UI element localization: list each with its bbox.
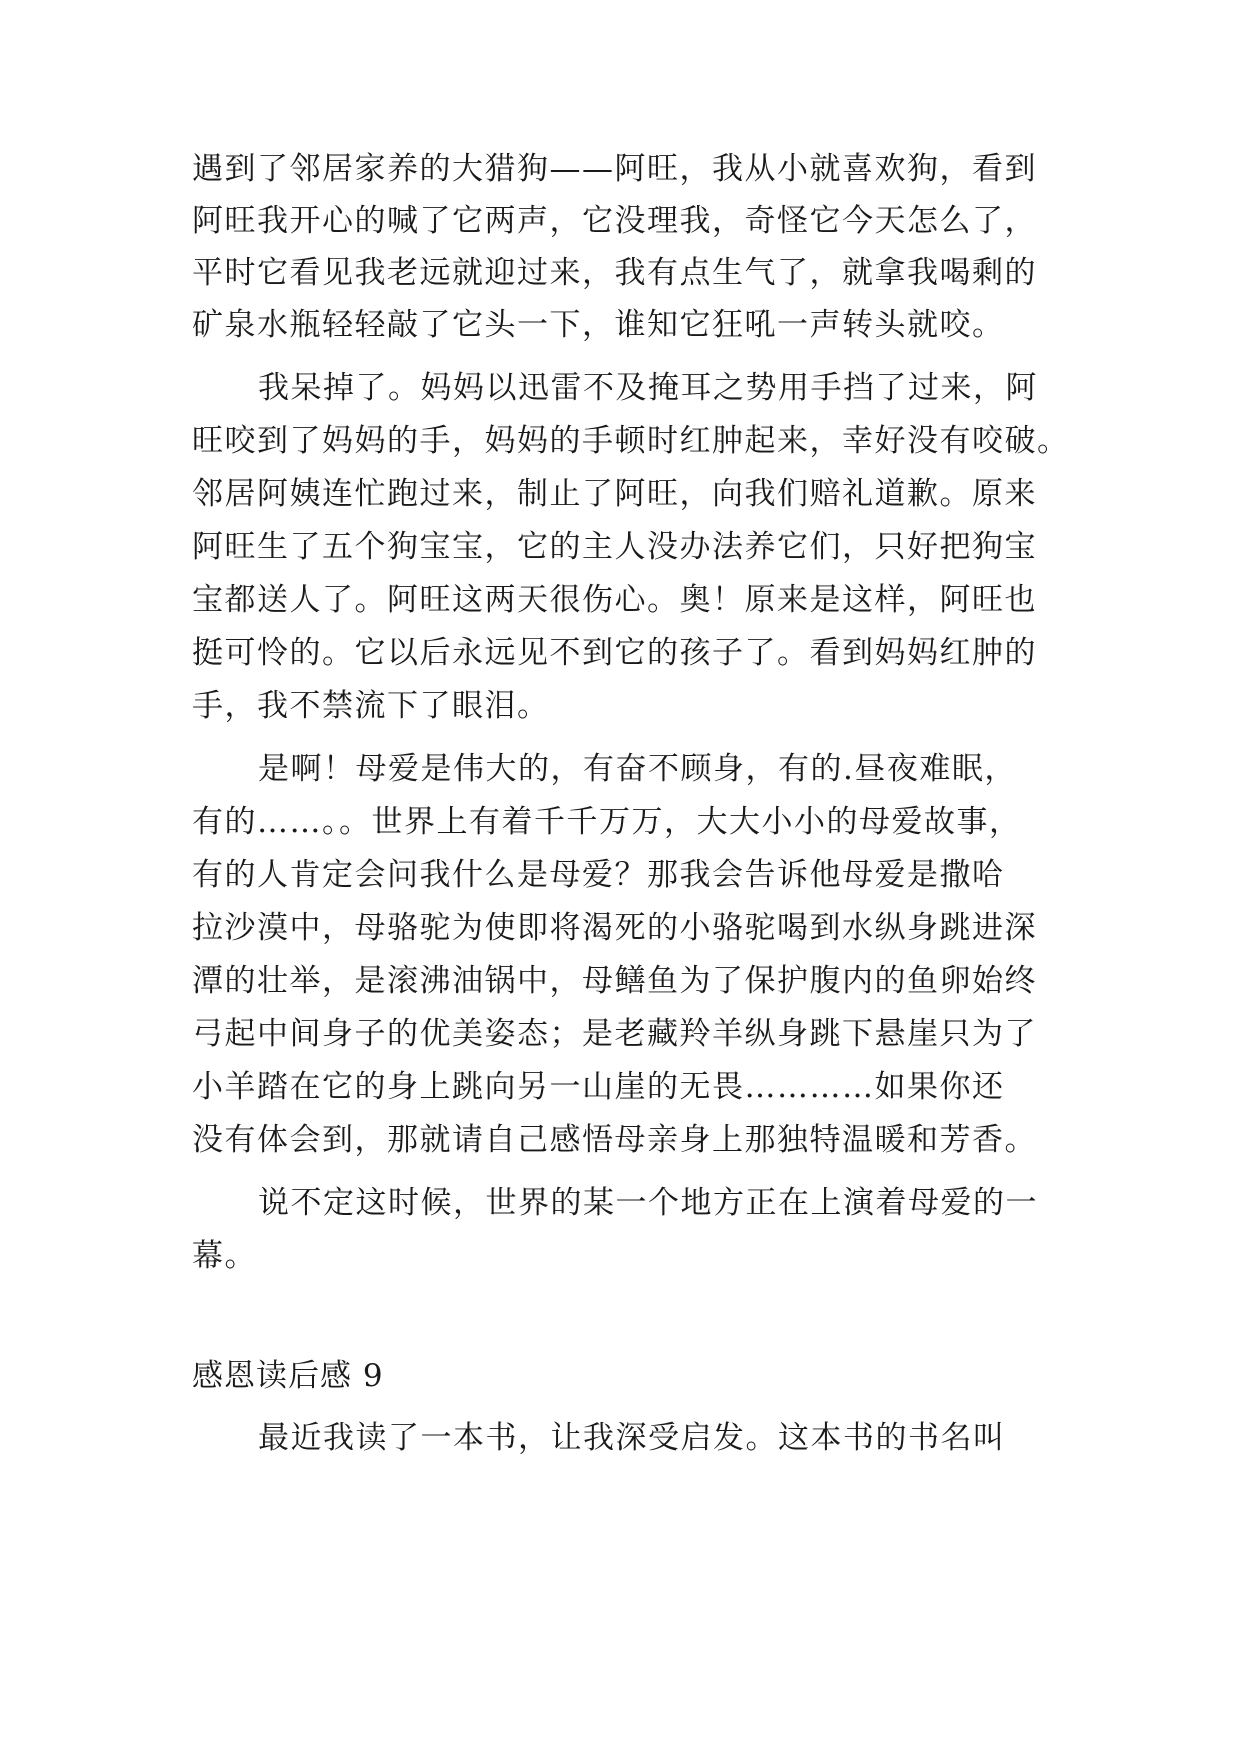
paragraph-start-line: 说不定这时候，世界的某一个地方正在上演着母爱的一 <box>258 1185 1038 1221</box>
text-line: 阿旺生了五个狗宝宝，它的主人没办法养它们，只好把狗宝 <box>192 529 1037 565</box>
text-line: 平时它看见我老远就迎过来，我有点生气了，就拿我喝剩的 <box>192 255 1037 291</box>
text-line: 弓起中间身子的优美姿态；是老藏羚羊纵身跳下悬崖只为了 <box>192 1016 1037 1052</box>
paragraph-start-line: 我呆掉了。妈妈以迅雷不及掩耳之势用手挡了过来，阿 <box>258 370 1038 406</box>
text-line: 挺可怜的。它以后永远见不到它的孩子了。看到妈妈红肿的 <box>192 635 1037 671</box>
text-line: 遇到了邻居家养的大猎狗——阿旺，我从小就喜欢狗，看到 <box>192 151 1037 187</box>
text-line: 手，我不禁流下了眼泪。 <box>192 688 550 724</box>
text-line: 有的……。。世界上有着千千万万，大大小小的母爱故事， <box>192 804 1022 840</box>
text-line: 旺咬到了妈妈的手，妈妈的手顿时红肿起来，幸好没有咬破。 <box>192 423 1070 459</box>
text-line: 矿泉水瓶轻轻敲了它头一下，谁知它狂吼一声转头就咬。 <box>192 307 1005 343</box>
text-line: 有的人肯定会问我什么是母爱？那我会告诉他母爱是撒哈 <box>192 857 1005 893</box>
text-line: 邻居阿姨连忙跑过来，制止了阿旺，向我们赔礼道歉。原来 <box>192 476 1037 512</box>
text-line: 没有体会到，那就请自己感悟母亲身上那独特温暖和芳香。 <box>192 1122 1037 1158</box>
text-line: 幕。 <box>192 1238 257 1274</box>
text-line: 小羊踏在它的身上跳向另一山崖的无畏…………如果你还 <box>192 1069 1005 1105</box>
text-line: 宝都送人了。阿旺这两天很伤心。奥！原来是这样，阿旺也 <box>192 582 1037 618</box>
text-line: 拉沙漠中，母骆驼为使即将渴死的小骆驼喝到水纵身跳进深 <box>192 910 1037 946</box>
section-heading: 感恩读后感 9 <box>192 1358 384 1394</box>
paragraph-start-line: 最近我读了一本书，让我深受启发。这本书的书名叫 <box>258 1420 1006 1456</box>
text-line: 阿旺我开心的喊了它两声，它没理我，奇怪它今天怎么了， <box>192 203 1037 239</box>
text-line: 潭的壮举，是滚沸油锅中，母鳝鱼为了保护腹内的鱼卵始终 <box>192 963 1037 999</box>
paragraph-start-line: 是啊！母爱是伟大的，有奋不顾身，有的.昼夜难眠， <box>258 751 1017 787</box>
